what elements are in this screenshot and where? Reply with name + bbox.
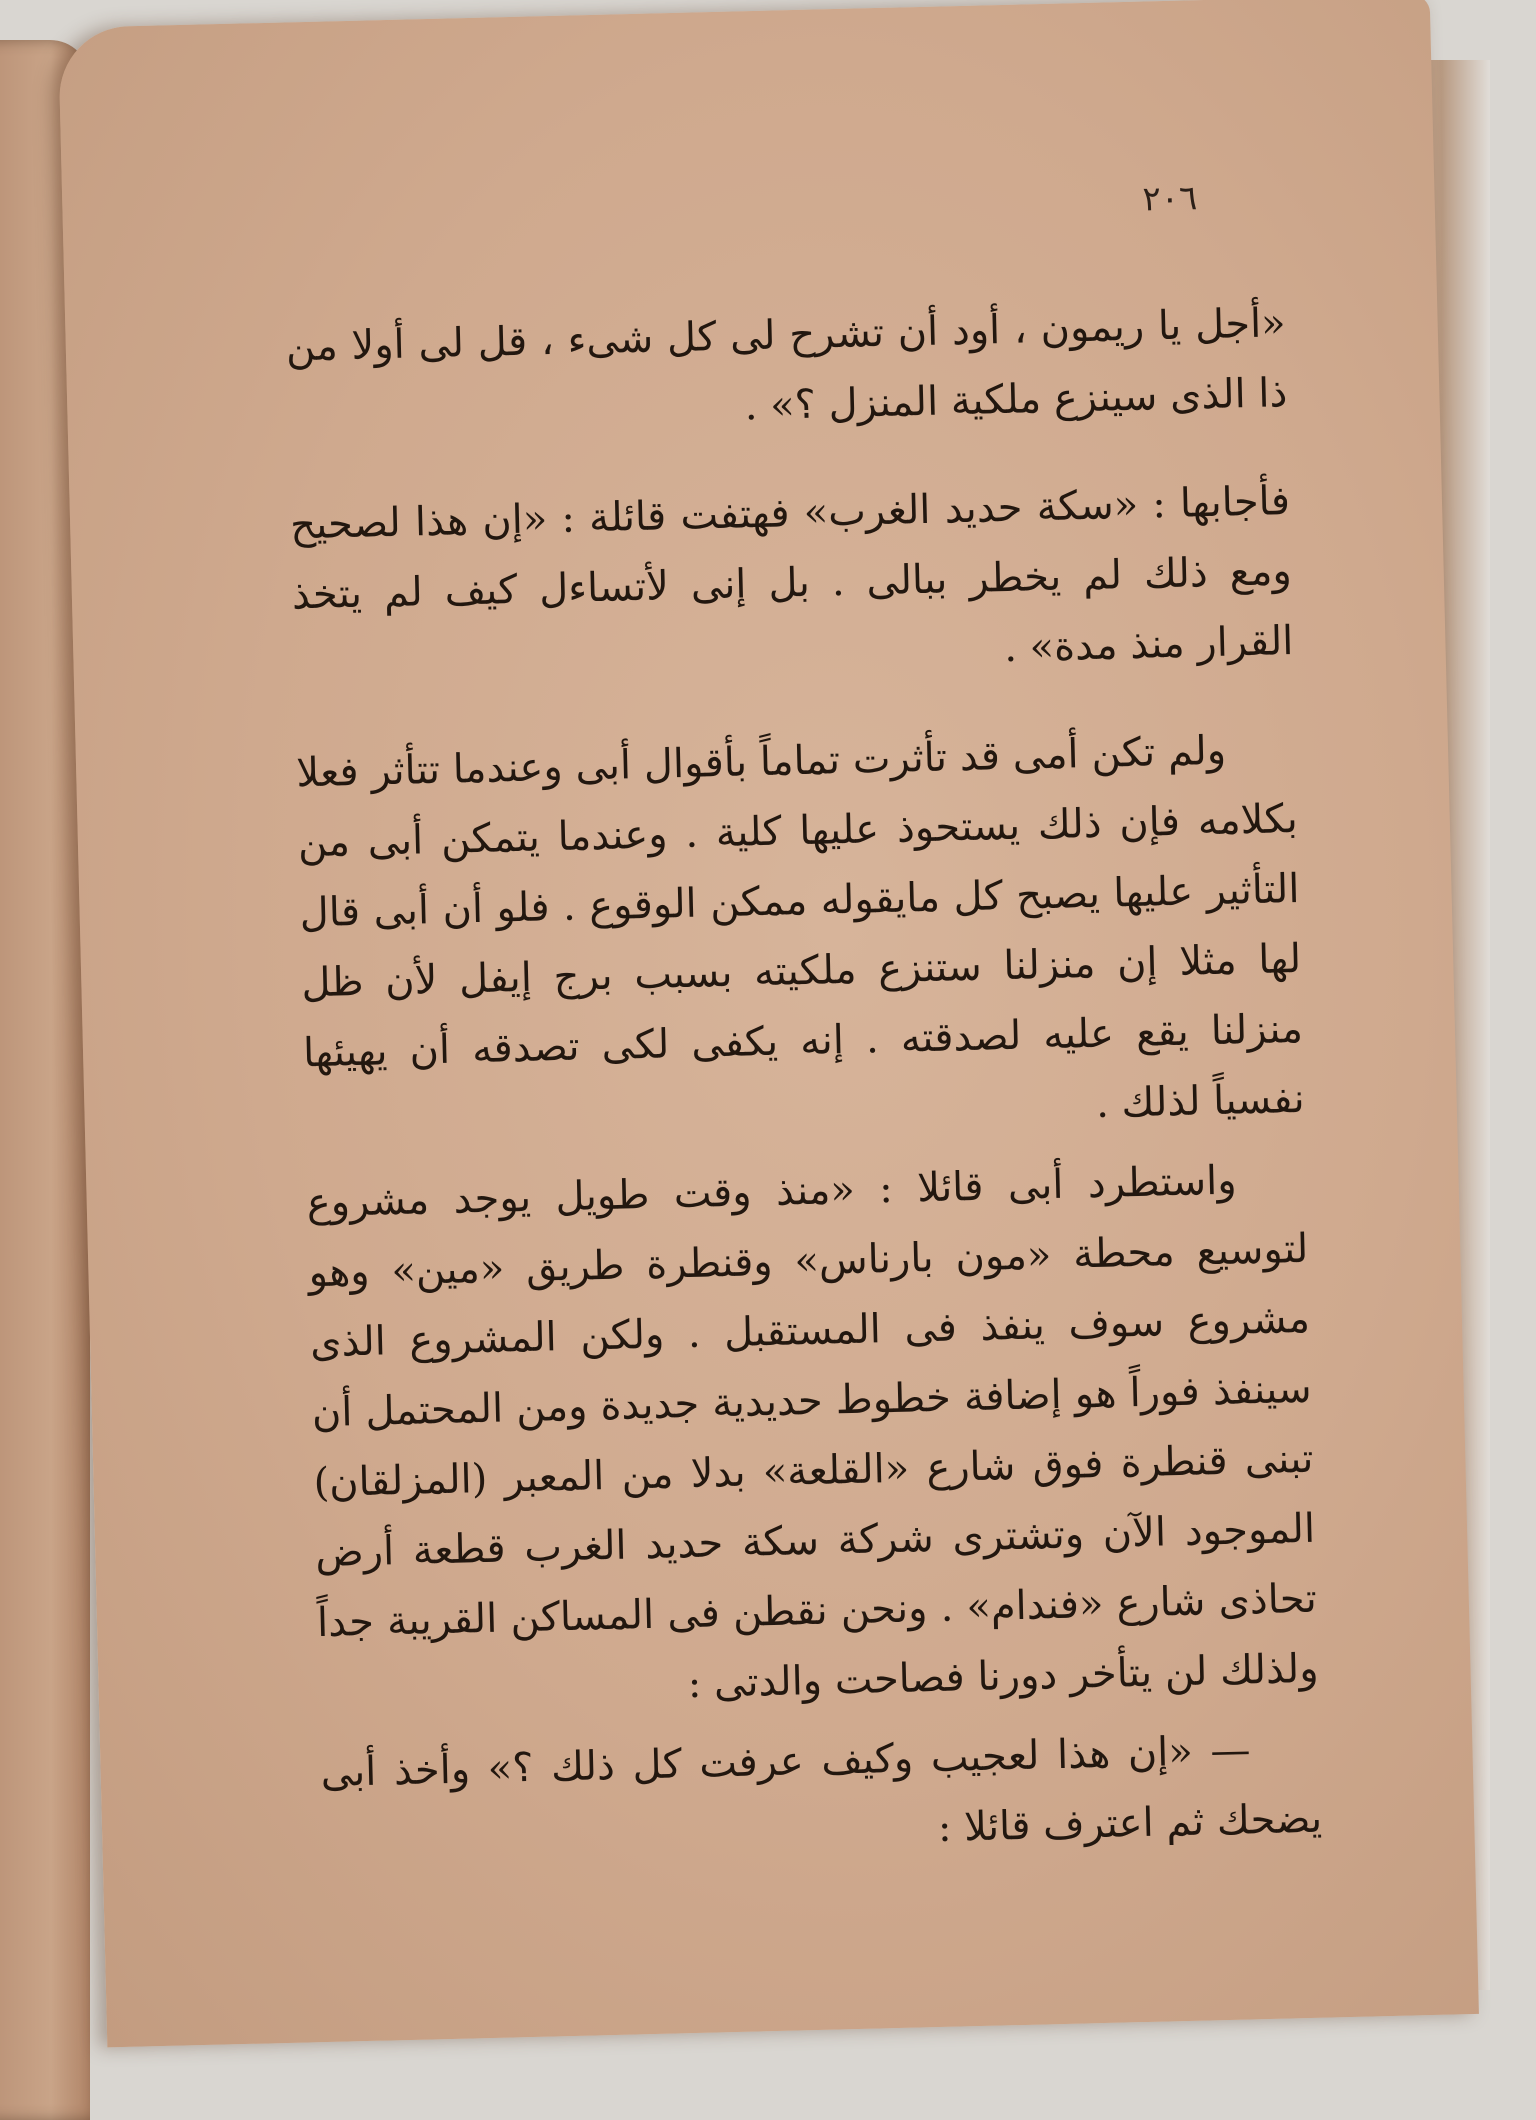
- paragraph-1: «أجل يا ريمون ، أود أن تشرح لى كل شىء ، قل لى أولا من ذا الذى سينزع ملكية المنزل ؟» .: [285, 300, 1288, 430]
- book-page: [58, 0, 1479, 2047]
- paragraph-5: — «إن هذا لعجيب وكيف عرفت كل ذلك ؟» وأخذ أبى يضحك ثم اعترف قائلا :: [320, 1727, 1323, 1852]
- paragraph-2: فأجابها : «سكة حديد الغرب» فهتفت قائلة : «إن هذا لصحيح ومع ذلك لم يخطر ببالى . بل إنى لأتساءل كيف لم يتخذ القرار منذ مدة» .: [289, 478, 1294, 672]
- paragraph-4: واستطرد أبى قائلا : «منذ وقت طويل يوجد مشروع لتوسيع محطة «مون بارناس» وقنطرة طريق «مين» وهو مشروع سوف ينفذ فى المستقبل . ولكن المشروع الذى سينفذ فوراً هو إضافة خطوط حديدية جديدة ومن المحتمل أن تبنى قنطرة فوق شارع «القلعة» بدلا من المعبر (المزلقان) الموجود الآن وتشترى شركة سكة حديد الغرب قطعة أرض تحاذى شارع «فندام» . ونحن نقطن فى المساكن القريبة جداً ولذلك لن يتأخر دورنا فصاحت والدتى :: [306, 1157, 1320, 1708]
- paragraph-3: ولم تكن أمى قد تأثرت تماماً بأقوال أبى وعندما تتأثر فعلا بكلامه فإن ذلك يستحوذ عليها كلية . وعندما يتمكن أبى من التأثير عليها يصبح كل مايقوله ممكن الوقوع . فلو أن أبى قال لها مثلا إن منزلنا ستنزع ملكيته بسبب برج إيفل لأن ظل منزلنا يقع عليه لصدقته . إنه يكفى لكى تصدقه أن يهيئها نفسياً لذلك .: [295, 727, 1306, 1127]
- page-text: [285, 288, 1323, 1878]
- page-number: ٢٠٦: [1142, 178, 1198, 220]
